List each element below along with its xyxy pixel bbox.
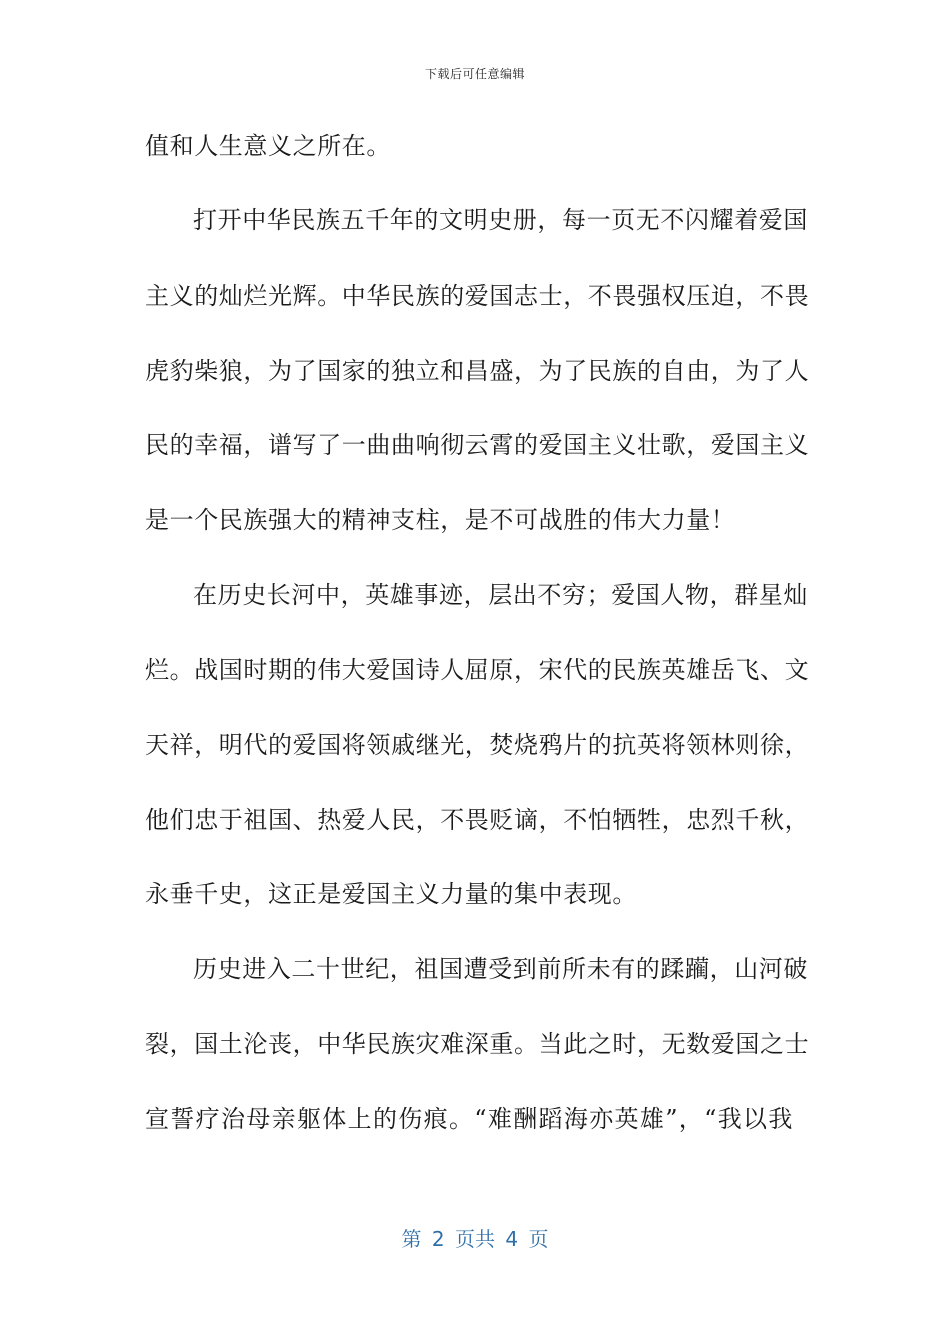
page-number-footer (0, 1226, 950, 1252)
paragraph-line: 历史进入二十世纪，祖国遭受到前所未有的蹂躏，山河破 (193, 955, 808, 983)
paragraph-line: 天祥，明代的爱国将领戚继光，焚烧鸦片的抗英将领林则徐， (145, 731, 810, 759)
footer-suffix: 页 (528, 1227, 549, 1251)
paragraph-line: 烂。战国时期的伟大爱国诗人屈原，宋代的民族英雄岳飞、文 (145, 656, 810, 684)
paragraph-line: 永垂千史，这正是爱国主义力量的集中表现。 (145, 880, 637, 908)
footer-middle: 页共 (455, 1227, 495, 1251)
current-page-number: 2 (431, 1227, 445, 1251)
total-page-count: 4 (505, 1227, 519, 1251)
paragraph-line: 他们忠于祖国、热爱人民，不畏贬谪，不怕牺牲，忠烈千秋， (145, 806, 810, 834)
paragraph-line: 主义的灿烂光辉。中华民族的爱国志士，不畏强权压迫，不畏 (145, 282, 810, 310)
paragraph-line: 值和人生意义之所在。 (145, 132, 391, 160)
paragraph-line: 是一个民族强大的精神支柱，是不可战胜的伟大力量！ (145, 506, 736, 534)
paragraph-line: 民的幸福，谱写了一曲曲响彻云霄的爱国主义壮歌，爱国主义 (145, 431, 810, 459)
page-header: 下载后可任意编辑 (424, 67, 525, 81)
footer-prefix: 第 (401, 1227, 422, 1251)
paragraph-line: 打开中华民族五千年的文明史册，每一页无不闪耀着爱国 (193, 206, 808, 234)
paragraph-line: 宣誓疗治母亲躯体上的伤痕。“难酬蹈海亦英雄”，“我以我 (145, 1105, 793, 1133)
paragraph-line: 裂，国土沦丧，中华民族灾难深重。当此之时，无数爱国之士 (145, 1030, 810, 1058)
paragraph-line: 在历史长河中，英雄事迹，层出不穷；爱国人物，群星灿 (193, 581, 808, 609)
paragraph-line: 虎豹柴狼，为了国家的独立和昌盛，为了民族的自由，为了人 (145, 357, 810, 385)
